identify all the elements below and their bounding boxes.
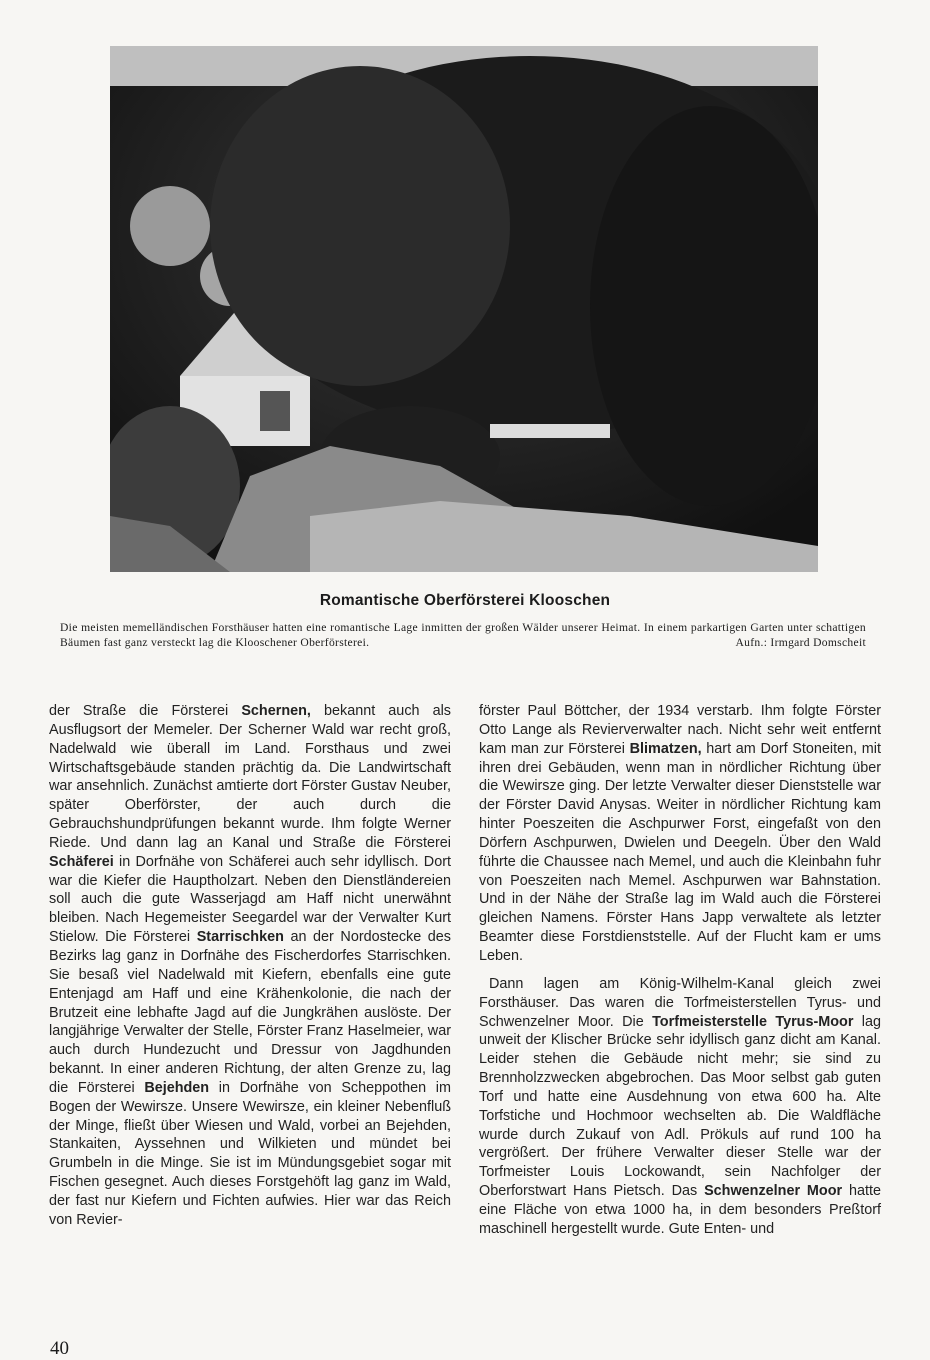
text-run: in Dorfnähe von Scheppothen im Bogen der Wewirsze. Unsere Wewirsze, ein kleiner Nebenfluß der Minge, fließt über Wiesen und Wald, vorbei an Bejehden, Stankaiten, Ayssehnen und Wilkieten und mündet bei Grumbeln in die Minge. Sie ist im Mündungsgebiet sogar mit Fischen gesegnet. Auch dieses Forstgehöft lag ganz im Wald, der fast nur Kiefern und Fichten aufwies. Hier war das Reich von Revier-	[49, 1079, 451, 1228]
photo-image	[110, 46, 818, 572]
place-name: Torfmeisterstelle Tyrus-Moor	[652, 1013, 854, 1030]
paragraph	[479, 702, 881, 966]
text-run: hart am Dorf Stoneiten, mit ihren drei Gebäuden, wenn man in nördlicher Richtung über die Wewirsze ging. Der letzte Verwalter dieser Dienststelle war der Förster David Anysas. Weiter in nördlicher Richtung kam hinter Poeszeiten die Aschpurwer Forst, eingefaßt von den Dörfern Aschpurwen, Dwielen und Deegeln. Über den Wald führte die Chaussee nach Memel, und auch die Kleinbahn fuhr von Poeszeiten nach Memel. Aschpurwen war Bahnstation. Und in der Nähe der Straße lag im Wald auch die Försterei gleichen Namens. Förster Hans Japp verwaltete als letzter Beamter diese Forstdienststelle. Auf der Flucht kam er ums Leben.	[479, 740, 881, 964]
text-run: an der Nordostecke des Bezirks lag ganz in Dorfnähe des Fischerdorfes Starrischken. Sie besaß viel Nadelwald mit Kiefern, ebenfalls eine gute Entenjagd am Haff und eine Krähenkolonie, die nach der Brutzeit eine lebhafte Jagd auf die Jungkrähen auslöste. Der langjährige Verwalter der Stelle, Förster Franz Haselmeier, war auch durch Hundezucht und Dressur von Jagdhunden bekannt. In einer anderen Richtung, der alten Grenze zu, lag die Försterei	[49, 929, 451, 1096]
caption-title: Romantische Oberförsterei Klooschen	[319, 592, 611, 609]
text-column-left	[49, 702, 451, 1230]
text-column-right	[479, 702, 881, 1239]
photo-credit: Aufn.: Irmgard Domscheit	[735, 636, 866, 649]
place-name: Starrischken	[196, 929, 284, 946]
text-run: Dann lagen am König-Wilhelm-Kanal gleich zwei Forsthäuser. Das waren die Torfmeisterstellen Tyrus- und Schwenzelner Moor. Die	[479, 975, 881, 1030]
caption-body: Die meisten memelländischen Forsthäuser hatten eine romantische Lage inmitten der großen Wälder unserer Heimat. In einem parkartigen Garten unter schattigen Bäumen fast ganz versteckt lag die Klooschener Oberförsterei.	[60, 621, 866, 649]
photo-oberfoersterei	[110, 46, 818, 572]
text-run: in Dorfnähe von Schäferei auch sehr idyllisch. Dort war die Kiefer die Hauptholzart. Neben den Dienstländereien soll auch die gute Wasserjagd am Haff nicht unerwähnt bleiben. Nach Hegemeister Seegardel war der Verwalter Kurt Stielow. Die Försterei	[49, 853, 451, 946]
paragraph	[479, 975, 881, 1239]
place-name: Blimatzen,	[629, 740, 702, 757]
paragraph	[49, 702, 451, 1230]
place-name: Schernen,	[241, 703, 311, 719]
place-name: Bejehden	[144, 1079, 210, 1096]
caption-text	[60, 620, 866, 650]
text-run: der Straße die Försterei	[49, 703, 242, 719]
text-run: lag unweit der Klischer Brücke sehr idyllisch ganz dicht am Kanal. Leider stehen die Gebäude nicht mehr; sie sind zu Brennholzzwecken abgebrochen. Das Moor selbst gab guten Torf und hatte eine Ausdehnung von etwa 600 ha. Alte Torfstiche und Hochmoor wechselten ab. Die Waldfläche wurde durch Zukauf von Adl. Prökuls auf rund 100 ha vergrößert. Der frühere Verwalter dieser Stelle war der Torfmeister Louis Lockowandt, sein Nachfolger der Oberforstwart Hans Pietsch. Das	[479, 1013, 881, 1200]
text-run: hatte eine Fläche von etwa 1000 ha, in dem besonders Preßtorf maschinell hergestellt wurde. Gute Enten- und	[479, 1183, 881, 1237]
text-run: bekannt auch als Ausflugsort der Memeler. Der Scherner Wald war recht groß, Nadelwald wie überall im Land. Forsthaus und zwei Wirtschaftsgebäude standen prächtig da. Die Landwirtschaft war ansehnlich. Zunächst amtierte dort Förster Gustav Neuber, später Oberförster, der auch durch die Gebrauchshundprüfungen bekannt wurde. Ihm folgte Werner Riede. Und dann lag an Kanal und Straße die Försterei	[49, 703, 451, 851]
place-name: Schäferei	[49, 853, 114, 870]
text-run: förster Paul Böttcher, der 1934 verstarb. Ihm folgte Förster Otto Lange als Revierverwalter nach. Nicht sehr weit entfernt kam man zur Försterei	[479, 703, 881, 757]
place-name: Schwenzelner Moor	[704, 1183, 843, 1200]
page-number: 40	[50, 1338, 69, 1359]
